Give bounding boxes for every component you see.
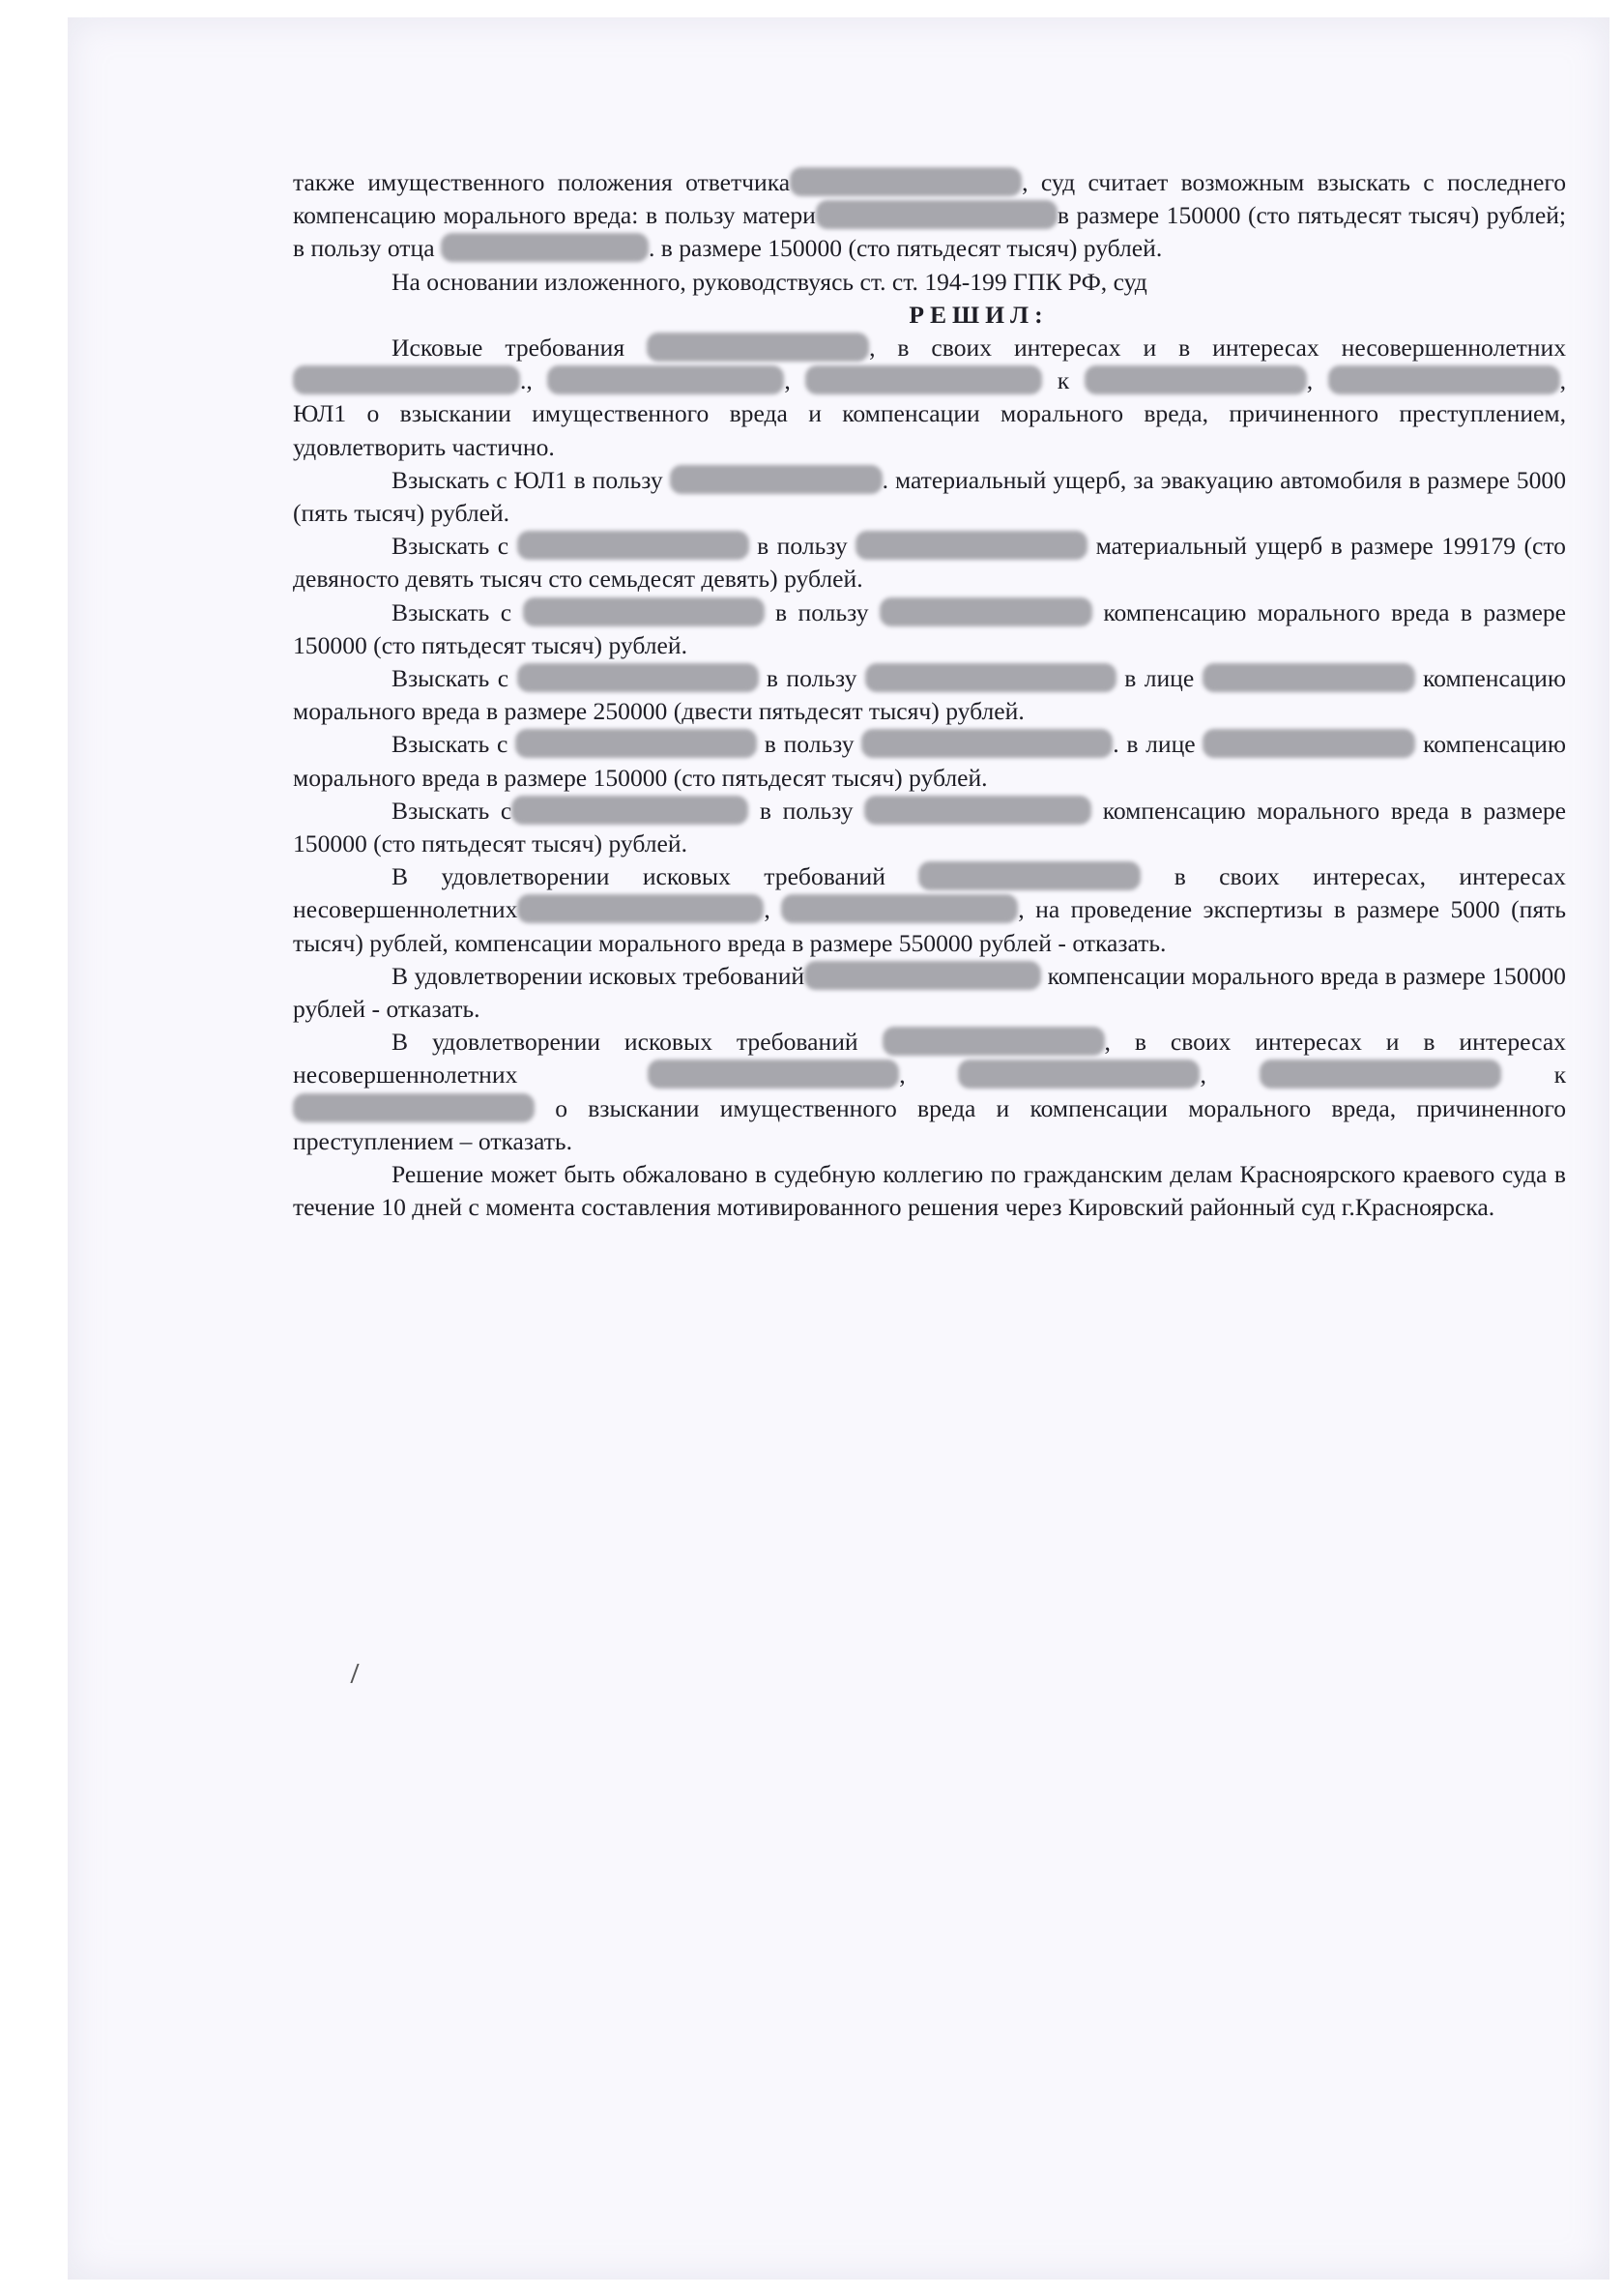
paragraph-2: На основании изложенного, руководствуясь ст. ст. 194-199 ГПК РФ, суд bbox=[392, 267, 1147, 296]
redaction bbox=[804, 961, 1041, 990]
redaction bbox=[805, 365, 1042, 394]
paragraph-12 bbox=[293, 1026, 1566, 1158]
decision-heading: РЕШИЛ: bbox=[909, 300, 1049, 329]
redaction bbox=[293, 1093, 535, 1122]
redaction bbox=[517, 531, 749, 560]
redaction bbox=[517, 663, 759, 692]
paragraph-3 bbox=[293, 332, 1566, 464]
paragraph-9 bbox=[293, 795, 1566, 860]
text: в своих интересах, интересах несовершеннолетних bbox=[293, 862, 1566, 924]
text: в пользу bbox=[757, 532, 848, 561]
text: в пользу bbox=[759, 796, 854, 825]
paragraph-1 bbox=[293, 166, 1566, 266]
text: компенсацию морального вреда в размере 150000 (сто пятьдесят тысяч) рублей. bbox=[293, 730, 1567, 792]
text: компенсацию морального вреда в размере 250000 (двести пятьдесят тысяч) рублей. bbox=[293, 664, 1566, 726]
redaction bbox=[293, 365, 520, 394]
text: , bbox=[1200, 1060, 1206, 1089]
redaction bbox=[918, 861, 1141, 890]
text: , в своих интересах и в интересах несовершеннолетних bbox=[293, 1028, 1566, 1089]
text: Взыскать с bbox=[392, 730, 508, 759]
paragraph-7 bbox=[293, 662, 1566, 728]
text: Взыскать с bbox=[392, 597, 512, 626]
text: ., bbox=[520, 366, 533, 395]
paragraph-11 bbox=[293, 960, 1566, 1026]
text: компенсацию морального вреда в размере 150000 (сто пятьдесят тысяч) рублей. bbox=[293, 796, 1566, 858]
text: . в лице bbox=[1113, 730, 1196, 759]
text: в размере 150000 (сто пятьдесят тысяч) рублей; в пользу отца bbox=[293, 201, 1566, 263]
paragraph-8 bbox=[293, 728, 1566, 794]
redaction bbox=[864, 796, 1091, 825]
redaction bbox=[1203, 729, 1415, 758]
paragraph-6 bbox=[293, 596, 1566, 662]
redaction bbox=[517, 894, 764, 923]
text: , в своих интересах и в интересах несовершеннолетних bbox=[869, 334, 1566, 363]
paragraph-10 bbox=[293, 860, 1566, 960]
redaction bbox=[861, 729, 1113, 758]
text: . материальный ущерб, за эвакуацию автомобиля в размере 5000 (пять тысяч) рублей. bbox=[293, 465, 1566, 528]
redaction bbox=[1260, 1060, 1501, 1089]
text: материальный ущерб в размере 199179 (сто девяносто девять тысяч сто семьдесят девять) рублей. bbox=[293, 532, 1566, 594]
redaction bbox=[883, 1027, 1105, 1056]
redaction bbox=[515, 729, 757, 758]
redaction bbox=[647, 333, 869, 362]
redaction bbox=[816, 200, 1058, 229]
text: , bbox=[899, 1060, 906, 1089]
document-body bbox=[293, 166, 1566, 1225]
text: В удовлетворении исковых требований bbox=[392, 862, 885, 891]
text: компенсацию морального вреда в размере 150000 (сто пятьдесят тысяч) рублей. bbox=[293, 597, 1566, 659]
text: в лице bbox=[1124, 664, 1195, 693]
text: Исковые требования bbox=[392, 334, 625, 363]
text: к bbox=[1057, 366, 1070, 395]
text: также имущественного положения ответчика bbox=[293, 168, 791, 196]
redaction bbox=[648, 1060, 899, 1089]
text: , bbox=[764, 895, 770, 924]
redaction bbox=[856, 531, 1088, 560]
text: В удовлетворении исковых требований bbox=[392, 961, 805, 990]
redaction bbox=[865, 663, 1116, 692]
text: , ЮЛ1 о взыскании имущественного вреда и компенсации морального вреда, причиненного преступлением, удовлетворить частично. bbox=[293, 366, 1567, 461]
redaction bbox=[958, 1060, 1200, 1089]
text: к bbox=[1553, 1060, 1566, 1089]
text: , bbox=[784, 366, 791, 395]
redaction bbox=[781, 894, 1018, 923]
redaction bbox=[1203, 663, 1415, 692]
text: Взыскать с bbox=[392, 532, 509, 561]
redaction bbox=[880, 597, 1092, 626]
text: в пользу bbox=[766, 664, 857, 693]
redaction bbox=[523, 597, 765, 626]
redaction bbox=[1085, 365, 1307, 394]
text: В удовлетворении исковых требований bbox=[392, 1028, 858, 1057]
text: о взыскании имущественного вреда и компенсации морального вреда, причиненного преступлением – отказать. bbox=[293, 1093, 1566, 1155]
text: , суд считает возможным взыскать с последнего компенсацию морального вреда: в пользу матери bbox=[293, 168, 1566, 230]
redaction bbox=[441, 233, 649, 262]
text: в пользу bbox=[775, 597, 869, 626]
text: Взыскать с bbox=[392, 664, 509, 693]
text: в пользу bbox=[764, 730, 855, 759]
paragraph-4 bbox=[293, 464, 1566, 530]
redaction bbox=[1328, 365, 1560, 394]
text: , на проведение экспертизы в размере 5000 (пять тысяч) рублей, компенсации морального вреда в размере 550000 рублей - отказать. bbox=[293, 895, 1566, 957]
text: компенсации морального вреда в размере 150000 рублей - отказать. bbox=[293, 961, 1566, 1024]
paragraph-13: Решение может быть обжаловано в судебную коллегию по гражданским делам Красноярского краевого суда в течение 10 дней с момента составления мотивированного решения через Кировский районный суд г.Красноярска. bbox=[293, 1160, 1566, 1222]
text: , bbox=[1306, 366, 1314, 395]
redaction bbox=[547, 365, 784, 394]
text: Взыскать с ЮЛ1 в пользу bbox=[392, 465, 663, 494]
redaction bbox=[790, 167, 1022, 196]
text: Взыскать с bbox=[392, 796, 512, 825]
redaction bbox=[670, 465, 883, 494]
text: . в размере 150000 (сто пятьдесят тысяч) рублей. bbox=[648, 234, 1163, 263]
paragraph-5 bbox=[293, 530, 1566, 596]
redaction bbox=[511, 796, 748, 825]
